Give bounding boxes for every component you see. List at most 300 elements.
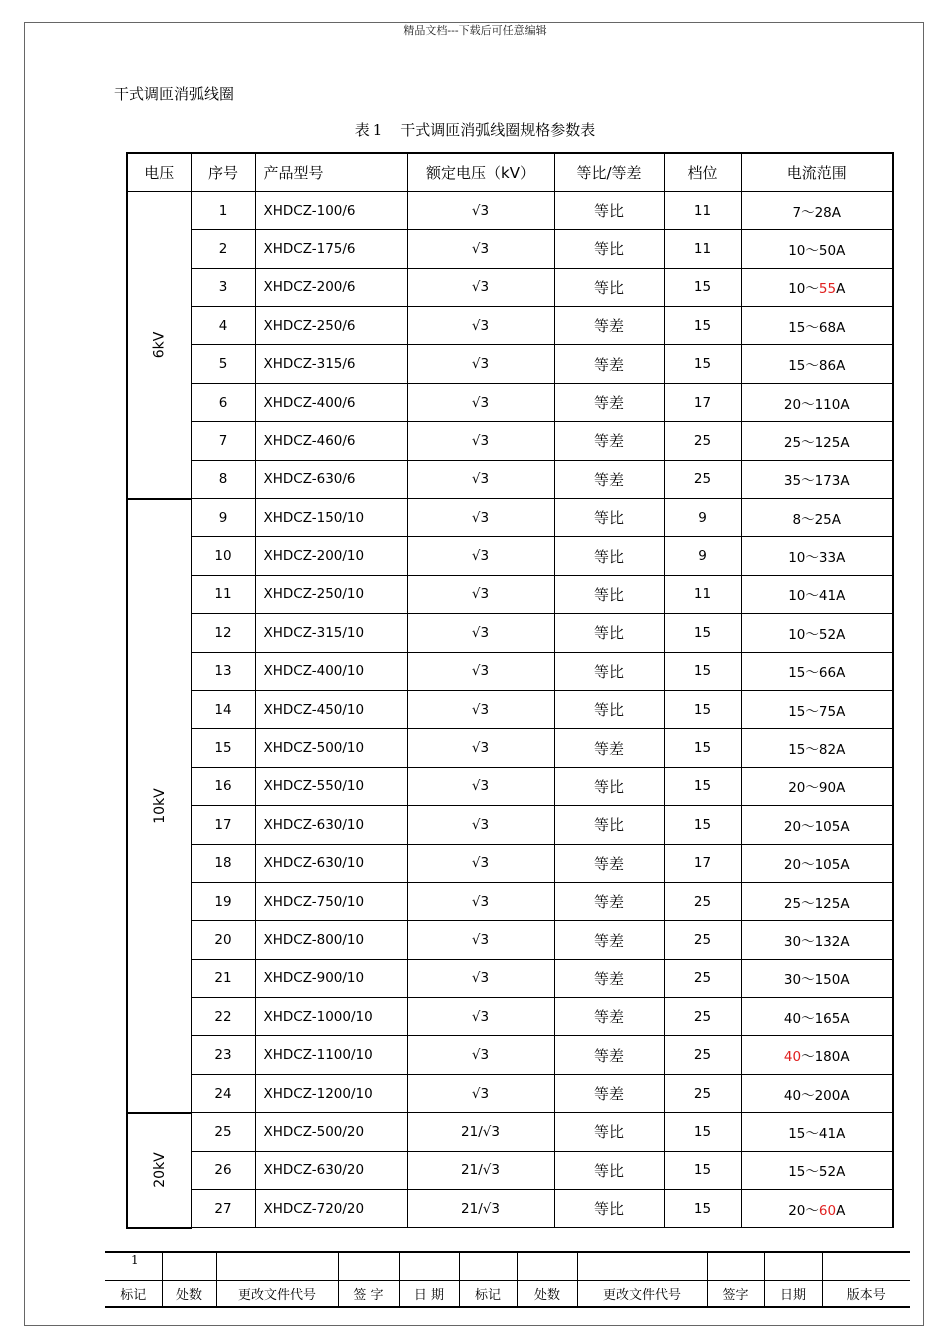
range-unit: A bbox=[840, 934, 850, 950]
range-max: 86 bbox=[818, 358, 837, 375]
range-max: 41 bbox=[818, 588, 837, 605]
range-max: 25 bbox=[814, 511, 832, 528]
range-unit: A bbox=[836, 281, 846, 298]
footer-cell bbox=[399, 1252, 459, 1280]
current-range bbox=[741, 307, 893, 345]
row-number: 19 bbox=[191, 882, 255, 920]
product-model: XHDCZ-100/6 bbox=[255, 191, 407, 229]
ratio-type: 等差 bbox=[554, 1036, 664, 1074]
header-voltage: 电压 bbox=[127, 153, 191, 191]
table-row bbox=[127, 499, 893, 537]
footer-label-change-doc: 更改文件代号 bbox=[216, 1280, 338, 1307]
voltage-group-label: 20kV bbox=[151, 1152, 168, 1189]
range-separator: ～ bbox=[805, 665, 819, 682]
ratio-type: 等比 bbox=[554, 268, 664, 306]
header-model: 产品型号 bbox=[255, 153, 407, 191]
range-min: 10 bbox=[788, 281, 806, 298]
ratio-type: 等差 bbox=[554, 882, 664, 920]
range-unit: A bbox=[840, 1087, 850, 1104]
row-number: 9 bbox=[191, 499, 255, 537]
product-model: XHDCZ-750/10 bbox=[255, 882, 407, 920]
range-min: 40 bbox=[783, 1087, 802, 1104]
range-min: 20 bbox=[783, 818, 802, 835]
current-range bbox=[741, 383, 893, 421]
range-separator: ～ bbox=[805, 281, 819, 298]
voltage-group-label: 6kV bbox=[151, 331, 168, 358]
table-row bbox=[127, 959, 893, 997]
footer-label-count: 处数 bbox=[162, 1280, 216, 1307]
range-min: 15 bbox=[788, 319, 806, 336]
rated-voltage: √3 bbox=[407, 191, 554, 229]
range-unit: A bbox=[840, 857, 850, 874]
range-separator: ～ bbox=[805, 358, 819, 375]
rated-voltage: √3 bbox=[407, 959, 554, 997]
ratio-type: 等差 bbox=[554, 383, 664, 421]
range-max: 150 bbox=[814, 972, 841, 989]
row-number: 24 bbox=[191, 1074, 255, 1112]
range-separator: ～ bbox=[801, 934, 815, 950]
product-model: XHDCZ-500/20 bbox=[255, 1113, 407, 1151]
rated-voltage: √3 bbox=[407, 652, 554, 690]
table-row bbox=[127, 1036, 893, 1074]
row-number: 20 bbox=[191, 921, 255, 959]
range-min: 15 bbox=[788, 703, 806, 720]
row-number: 23 bbox=[191, 1036, 255, 1074]
range-max: 28 bbox=[814, 204, 832, 221]
row-number: 4 bbox=[191, 307, 255, 345]
product-model: XHDCZ-550/10 bbox=[255, 767, 407, 805]
current-range bbox=[741, 690, 893, 728]
product-model: XHDCZ-250/6 bbox=[255, 307, 407, 345]
range-min: 10 bbox=[788, 626, 806, 643]
footer-cell bbox=[162, 1252, 216, 1280]
range-separator: ～ bbox=[805, 626, 819, 643]
range-separator: ～ bbox=[805, 1164, 819, 1181]
rated-voltage: √3 bbox=[407, 882, 554, 920]
table-row bbox=[127, 537, 893, 575]
range-unit: A bbox=[840, 818, 850, 835]
range-separator: ～ bbox=[801, 1087, 815, 1104]
footer-cell bbox=[459, 1252, 517, 1280]
rated-voltage: √3 bbox=[407, 690, 554, 728]
gear-count: 25 bbox=[664, 882, 741, 920]
row-number: 5 bbox=[191, 345, 255, 383]
row-number: 21 bbox=[191, 959, 255, 997]
range-unit: A bbox=[836, 1125, 846, 1142]
range-max: 180 bbox=[814, 1049, 841, 1066]
current-range bbox=[741, 652, 893, 690]
range-min: 15 bbox=[788, 1164, 806, 1181]
range-min: 15 bbox=[788, 665, 806, 682]
rated-voltage: √3 bbox=[407, 998, 554, 1036]
row-number: 2 bbox=[191, 230, 255, 268]
footer-cell bbox=[517, 1252, 577, 1280]
range-separator: ～ bbox=[801, 972, 815, 989]
gear-count: 15 bbox=[664, 767, 741, 805]
rated-voltage: √3 bbox=[407, 844, 554, 882]
range-separator: ～ bbox=[805, 1202, 819, 1219]
ratio-type: 等比 bbox=[554, 191, 664, 229]
footer-label-signature: 签 字 bbox=[338, 1280, 399, 1307]
range-unit: A bbox=[836, 780, 846, 797]
range-unit: A bbox=[840, 396, 850, 413]
range-separator: ～ bbox=[801, 473, 815, 490]
table-row bbox=[127, 191, 893, 229]
rated-voltage: √3 bbox=[407, 806, 554, 844]
rated-voltage: √3 bbox=[407, 230, 554, 268]
range-min: 15 bbox=[788, 358, 806, 375]
range-max: 105 bbox=[814, 818, 841, 835]
current-range bbox=[741, 806, 893, 844]
ratio-type: 等比 bbox=[554, 1151, 664, 1189]
gear-count: 25 bbox=[664, 959, 741, 997]
range-min: 8 bbox=[792, 511, 802, 528]
row-number: 15 bbox=[191, 729, 255, 767]
range-min: 30 bbox=[783, 972, 802, 989]
current-range bbox=[741, 844, 893, 882]
rated-voltage: √3 bbox=[407, 1074, 554, 1112]
range-max: 66 bbox=[818, 665, 837, 682]
rated-voltage: √3 bbox=[407, 383, 554, 421]
ratio-type: 等差 bbox=[554, 460, 664, 498]
revision-footer bbox=[105, 1251, 910, 1308]
header-gear: 档位 bbox=[664, 153, 741, 191]
range-max: 55 bbox=[818, 281, 837, 298]
current-range bbox=[741, 1036, 893, 1074]
gear-count: 9 bbox=[664, 499, 741, 537]
caption-number: 1 bbox=[372, 121, 383, 139]
row-number: 14 bbox=[191, 690, 255, 728]
range-min: 10 bbox=[788, 588, 806, 605]
range-unit: A bbox=[836, 742, 846, 759]
current-range bbox=[741, 345, 893, 383]
row-number: 11 bbox=[191, 575, 255, 613]
row-number: 16 bbox=[191, 767, 255, 805]
range-separator: ～ bbox=[801, 895, 815, 912]
ratio-type: 等差 bbox=[554, 998, 664, 1036]
product-model: XHDCZ-250/10 bbox=[255, 575, 407, 613]
footer-cell bbox=[707, 1252, 764, 1280]
ratio-type: 等差 bbox=[554, 422, 664, 460]
gear-count: 25 bbox=[664, 921, 741, 959]
rated-voltage: √3 bbox=[407, 499, 554, 537]
range-min: 25 bbox=[783, 895, 802, 912]
header-note: 精品文档---下载后可任意编辑 bbox=[403, 24, 547, 37]
row-number: 1 bbox=[191, 191, 255, 229]
table-caption bbox=[0, 119, 950, 140]
gear-count: 15 bbox=[664, 345, 741, 383]
current-range bbox=[741, 460, 893, 498]
ratio-type: 等比 bbox=[554, 537, 664, 575]
range-unit: A bbox=[836, 319, 846, 336]
range-unit: A bbox=[836, 550, 846, 567]
table-row bbox=[127, 1151, 893, 1189]
table-row bbox=[127, 690, 893, 728]
footer-label-row bbox=[105, 1280, 910, 1307]
row-number: 13 bbox=[191, 652, 255, 690]
range-unit: A bbox=[836, 703, 846, 720]
footer-cell bbox=[577, 1252, 707, 1280]
range-max: 50 bbox=[818, 242, 837, 259]
range-unit: A bbox=[836, 242, 846, 259]
voltage-group-cell bbox=[127, 191, 191, 498]
table-row bbox=[127, 345, 893, 383]
table-row bbox=[127, 575, 893, 613]
gear-count: 15 bbox=[664, 652, 741, 690]
current-range bbox=[741, 268, 893, 306]
table-row bbox=[127, 230, 893, 268]
gear-count: 15 bbox=[664, 1113, 741, 1151]
ratio-type: 等比 bbox=[554, 1190, 664, 1228]
range-separator: ～ bbox=[805, 742, 819, 759]
current-range bbox=[741, 882, 893, 920]
range-max: 60 bbox=[818, 1202, 837, 1219]
product-model: XHDCZ-900/10 bbox=[255, 959, 407, 997]
voltage-group-cell bbox=[127, 499, 191, 1113]
footer-label-signature-2: 签字 bbox=[707, 1280, 764, 1307]
range-unit: A bbox=[836, 1164, 846, 1181]
rated-voltage: √3 bbox=[407, 345, 554, 383]
product-model: XHDCZ-400/6 bbox=[255, 383, 407, 421]
range-min: 35 bbox=[783, 473, 802, 490]
range-separator: ～ bbox=[801, 204, 815, 221]
gear-count: 25 bbox=[664, 460, 741, 498]
gear-count: 15 bbox=[664, 268, 741, 306]
range-separator: ～ bbox=[805, 703, 819, 720]
row-number: 8 bbox=[191, 460, 255, 498]
rated-voltage: 21/√3 bbox=[407, 1113, 554, 1151]
row-number: 18 bbox=[191, 844, 255, 882]
gear-count: 25 bbox=[664, 1036, 741, 1074]
row-number: 17 bbox=[191, 806, 255, 844]
footer-cell bbox=[822, 1252, 910, 1280]
footer-label-version: 版本号 bbox=[822, 1280, 910, 1307]
gear-count: 17 bbox=[664, 383, 741, 421]
table-row bbox=[127, 767, 893, 805]
range-unit: A bbox=[831, 204, 842, 221]
current-range bbox=[741, 767, 893, 805]
range-max: 41 bbox=[818, 1125, 837, 1142]
rated-voltage: √3 bbox=[407, 460, 554, 498]
current-range bbox=[741, 998, 893, 1036]
current-range bbox=[741, 1190, 893, 1228]
range-max: 90 bbox=[818, 780, 837, 797]
range-max: 68 bbox=[818, 319, 837, 336]
range-unit: A bbox=[836, 588, 846, 605]
ratio-type: 等比 bbox=[554, 575, 664, 613]
range-separator: ～ bbox=[805, 588, 819, 605]
table-row bbox=[127, 614, 893, 652]
current-range bbox=[741, 1113, 893, 1151]
rated-voltage: √3 bbox=[407, 537, 554, 575]
range-max: 110 bbox=[814, 396, 841, 413]
header-rated-voltage: 额定电压（kV） bbox=[407, 153, 554, 191]
footer-blank-row bbox=[105, 1252, 910, 1280]
current-range bbox=[741, 537, 893, 575]
row-number: 27 bbox=[191, 1190, 255, 1228]
table-row bbox=[127, 383, 893, 421]
current-range bbox=[741, 921, 893, 959]
product-model: XHDCZ-450/10 bbox=[255, 690, 407, 728]
product-model: XHDCZ-800/10 bbox=[255, 921, 407, 959]
range-min: 30 bbox=[783, 934, 802, 950]
gear-count: 15 bbox=[664, 614, 741, 652]
ratio-type: 等差 bbox=[554, 844, 664, 882]
voltage-group-label: 10kV bbox=[151, 787, 168, 824]
current-range bbox=[741, 1074, 893, 1112]
table-header-row bbox=[127, 153, 893, 191]
range-max: 33 bbox=[818, 550, 837, 567]
range-unit: A bbox=[840, 434, 850, 451]
rated-voltage: √3 bbox=[407, 268, 554, 306]
table-row bbox=[127, 460, 893, 498]
gear-count: 25 bbox=[664, 422, 741, 460]
rated-voltage: √3 bbox=[407, 422, 554, 460]
range-min: 40 bbox=[783, 1010, 802, 1027]
document-title: 干式调匝消弧线圈 bbox=[114, 85, 235, 103]
footer-cell bbox=[216, 1252, 338, 1280]
rated-voltage: √3 bbox=[407, 575, 554, 613]
table-row bbox=[127, 806, 893, 844]
range-max: 52 bbox=[818, 1164, 837, 1181]
range-unit: A bbox=[840, 473, 850, 490]
rated-voltage: 21/√3 bbox=[407, 1151, 554, 1189]
footer-label-mark-2: 标记 bbox=[459, 1280, 517, 1307]
footer-page-number: 1 bbox=[105, 1252, 162, 1280]
product-model: XHDCZ-720/20 bbox=[255, 1190, 407, 1228]
table-row bbox=[127, 882, 893, 920]
gear-count: 11 bbox=[664, 191, 741, 229]
product-model: XHDCZ-500/10 bbox=[255, 729, 407, 767]
footer-label-mark: 标记 bbox=[105, 1280, 162, 1307]
range-unit: A bbox=[840, 895, 850, 912]
range-separator: ～ bbox=[801, 434, 815, 451]
current-range bbox=[741, 1151, 893, 1189]
product-model: XHDCZ-630/20 bbox=[255, 1151, 407, 1189]
ratio-type: 等比 bbox=[554, 767, 664, 805]
range-separator: ～ bbox=[805, 242, 819, 259]
product-model: XHDCZ-175/6 bbox=[255, 230, 407, 268]
range-unit: A bbox=[836, 626, 846, 643]
gear-count: 11 bbox=[664, 230, 741, 268]
ratio-type: 等比 bbox=[554, 1113, 664, 1151]
ratio-type: 等比 bbox=[554, 230, 664, 268]
table-row bbox=[127, 844, 893, 882]
range-separator: ～ bbox=[805, 1125, 819, 1142]
ratio-type: 等差 bbox=[554, 921, 664, 959]
product-model: XHDCZ-1200/10 bbox=[255, 1074, 407, 1112]
row-number: 10 bbox=[191, 537, 255, 575]
range-separator: ～ bbox=[801, 818, 815, 835]
range-separator: ～ bbox=[805, 780, 819, 797]
range-min: 7 bbox=[792, 204, 802, 221]
product-model: XHDCZ-200/10 bbox=[255, 537, 407, 575]
gear-count: 15 bbox=[664, 1151, 741, 1189]
range-unit: A bbox=[840, 1049, 850, 1066]
rated-voltage: √3 bbox=[407, 307, 554, 345]
row-number: 12 bbox=[191, 614, 255, 652]
range-max: 125 bbox=[814, 895, 841, 912]
ratio-type: 等差 bbox=[554, 1074, 664, 1112]
gear-count: 15 bbox=[664, 690, 741, 728]
table-body bbox=[127, 191, 893, 1228]
rated-voltage: 21/√3 bbox=[407, 1190, 554, 1228]
header-current-range: 电流范围 bbox=[741, 153, 893, 191]
table-row bbox=[127, 921, 893, 959]
ratio-type: 等差 bbox=[554, 729, 664, 767]
gear-count: 11 bbox=[664, 575, 741, 613]
table-row bbox=[127, 652, 893, 690]
row-number: 6 bbox=[191, 383, 255, 421]
product-model: XHDCZ-630/10 bbox=[255, 806, 407, 844]
caption-text: 干式调匝消弧线圈规格参数表 bbox=[400, 121, 596, 139]
row-number: 22 bbox=[191, 998, 255, 1036]
product-model: XHDCZ-460/6 bbox=[255, 422, 407, 460]
footer-cell bbox=[764, 1252, 822, 1280]
ratio-type: 等比 bbox=[554, 652, 664, 690]
spec-table bbox=[126, 152, 894, 1229]
voltage-group-cell bbox=[127, 1113, 191, 1228]
rated-voltage: √3 bbox=[407, 767, 554, 805]
range-separator: ～ bbox=[801, 511, 815, 528]
row-number: 26 bbox=[191, 1151, 255, 1189]
current-range bbox=[741, 191, 893, 229]
product-model: XHDCZ-1100/10 bbox=[255, 1036, 407, 1074]
ratio-type: 等比 bbox=[554, 806, 664, 844]
range-max: 105 bbox=[814, 857, 841, 874]
gear-count: 15 bbox=[664, 1190, 741, 1228]
range-unit: A bbox=[836, 358, 846, 375]
row-number: 25 bbox=[191, 1113, 255, 1151]
product-model: XHDCZ-150/10 bbox=[255, 499, 407, 537]
header-ratio-type: 等比/等差 bbox=[554, 153, 664, 191]
footer-label-count-2: 处数 bbox=[517, 1280, 577, 1307]
caption-prefix: 表 bbox=[354, 121, 370, 139]
product-model: XHDCZ-315/6 bbox=[255, 345, 407, 383]
current-range bbox=[741, 729, 893, 767]
range-min: 15 bbox=[788, 1125, 806, 1142]
product-model: XHDCZ-315/10 bbox=[255, 614, 407, 652]
current-range bbox=[741, 959, 893, 997]
range-max: 200 bbox=[814, 1087, 841, 1104]
ratio-type: 等比 bbox=[554, 690, 664, 728]
product-model: XHDCZ-400/10 bbox=[255, 652, 407, 690]
table-row bbox=[127, 422, 893, 460]
table-row bbox=[127, 1113, 893, 1151]
product-model: XHDCZ-200/6 bbox=[255, 268, 407, 306]
ratio-type: 等差 bbox=[554, 959, 664, 997]
range-min: 40 bbox=[783, 1049, 802, 1066]
table-row bbox=[127, 1074, 893, 1112]
ratio-type: 等比 bbox=[554, 614, 664, 652]
range-min: 20 bbox=[783, 396, 802, 413]
range-max: 165 bbox=[814, 1010, 841, 1027]
range-min: 20 bbox=[788, 1202, 806, 1219]
gear-count: 17 bbox=[664, 844, 741, 882]
range-separator: ～ bbox=[801, 396, 815, 413]
range-unit: A bbox=[836, 665, 846, 682]
range-unit: A bbox=[831, 511, 842, 528]
rated-voltage: √3 bbox=[407, 921, 554, 959]
range-unit: A bbox=[840, 972, 850, 989]
row-number: 7 bbox=[191, 422, 255, 460]
rated-voltage: √3 bbox=[407, 1036, 554, 1074]
current-range bbox=[741, 422, 893, 460]
range-unit: A bbox=[840, 1010, 850, 1027]
rated-voltage: √3 bbox=[407, 729, 554, 767]
range-min: 10 bbox=[788, 242, 806, 259]
range-min: 25 bbox=[783, 434, 802, 451]
